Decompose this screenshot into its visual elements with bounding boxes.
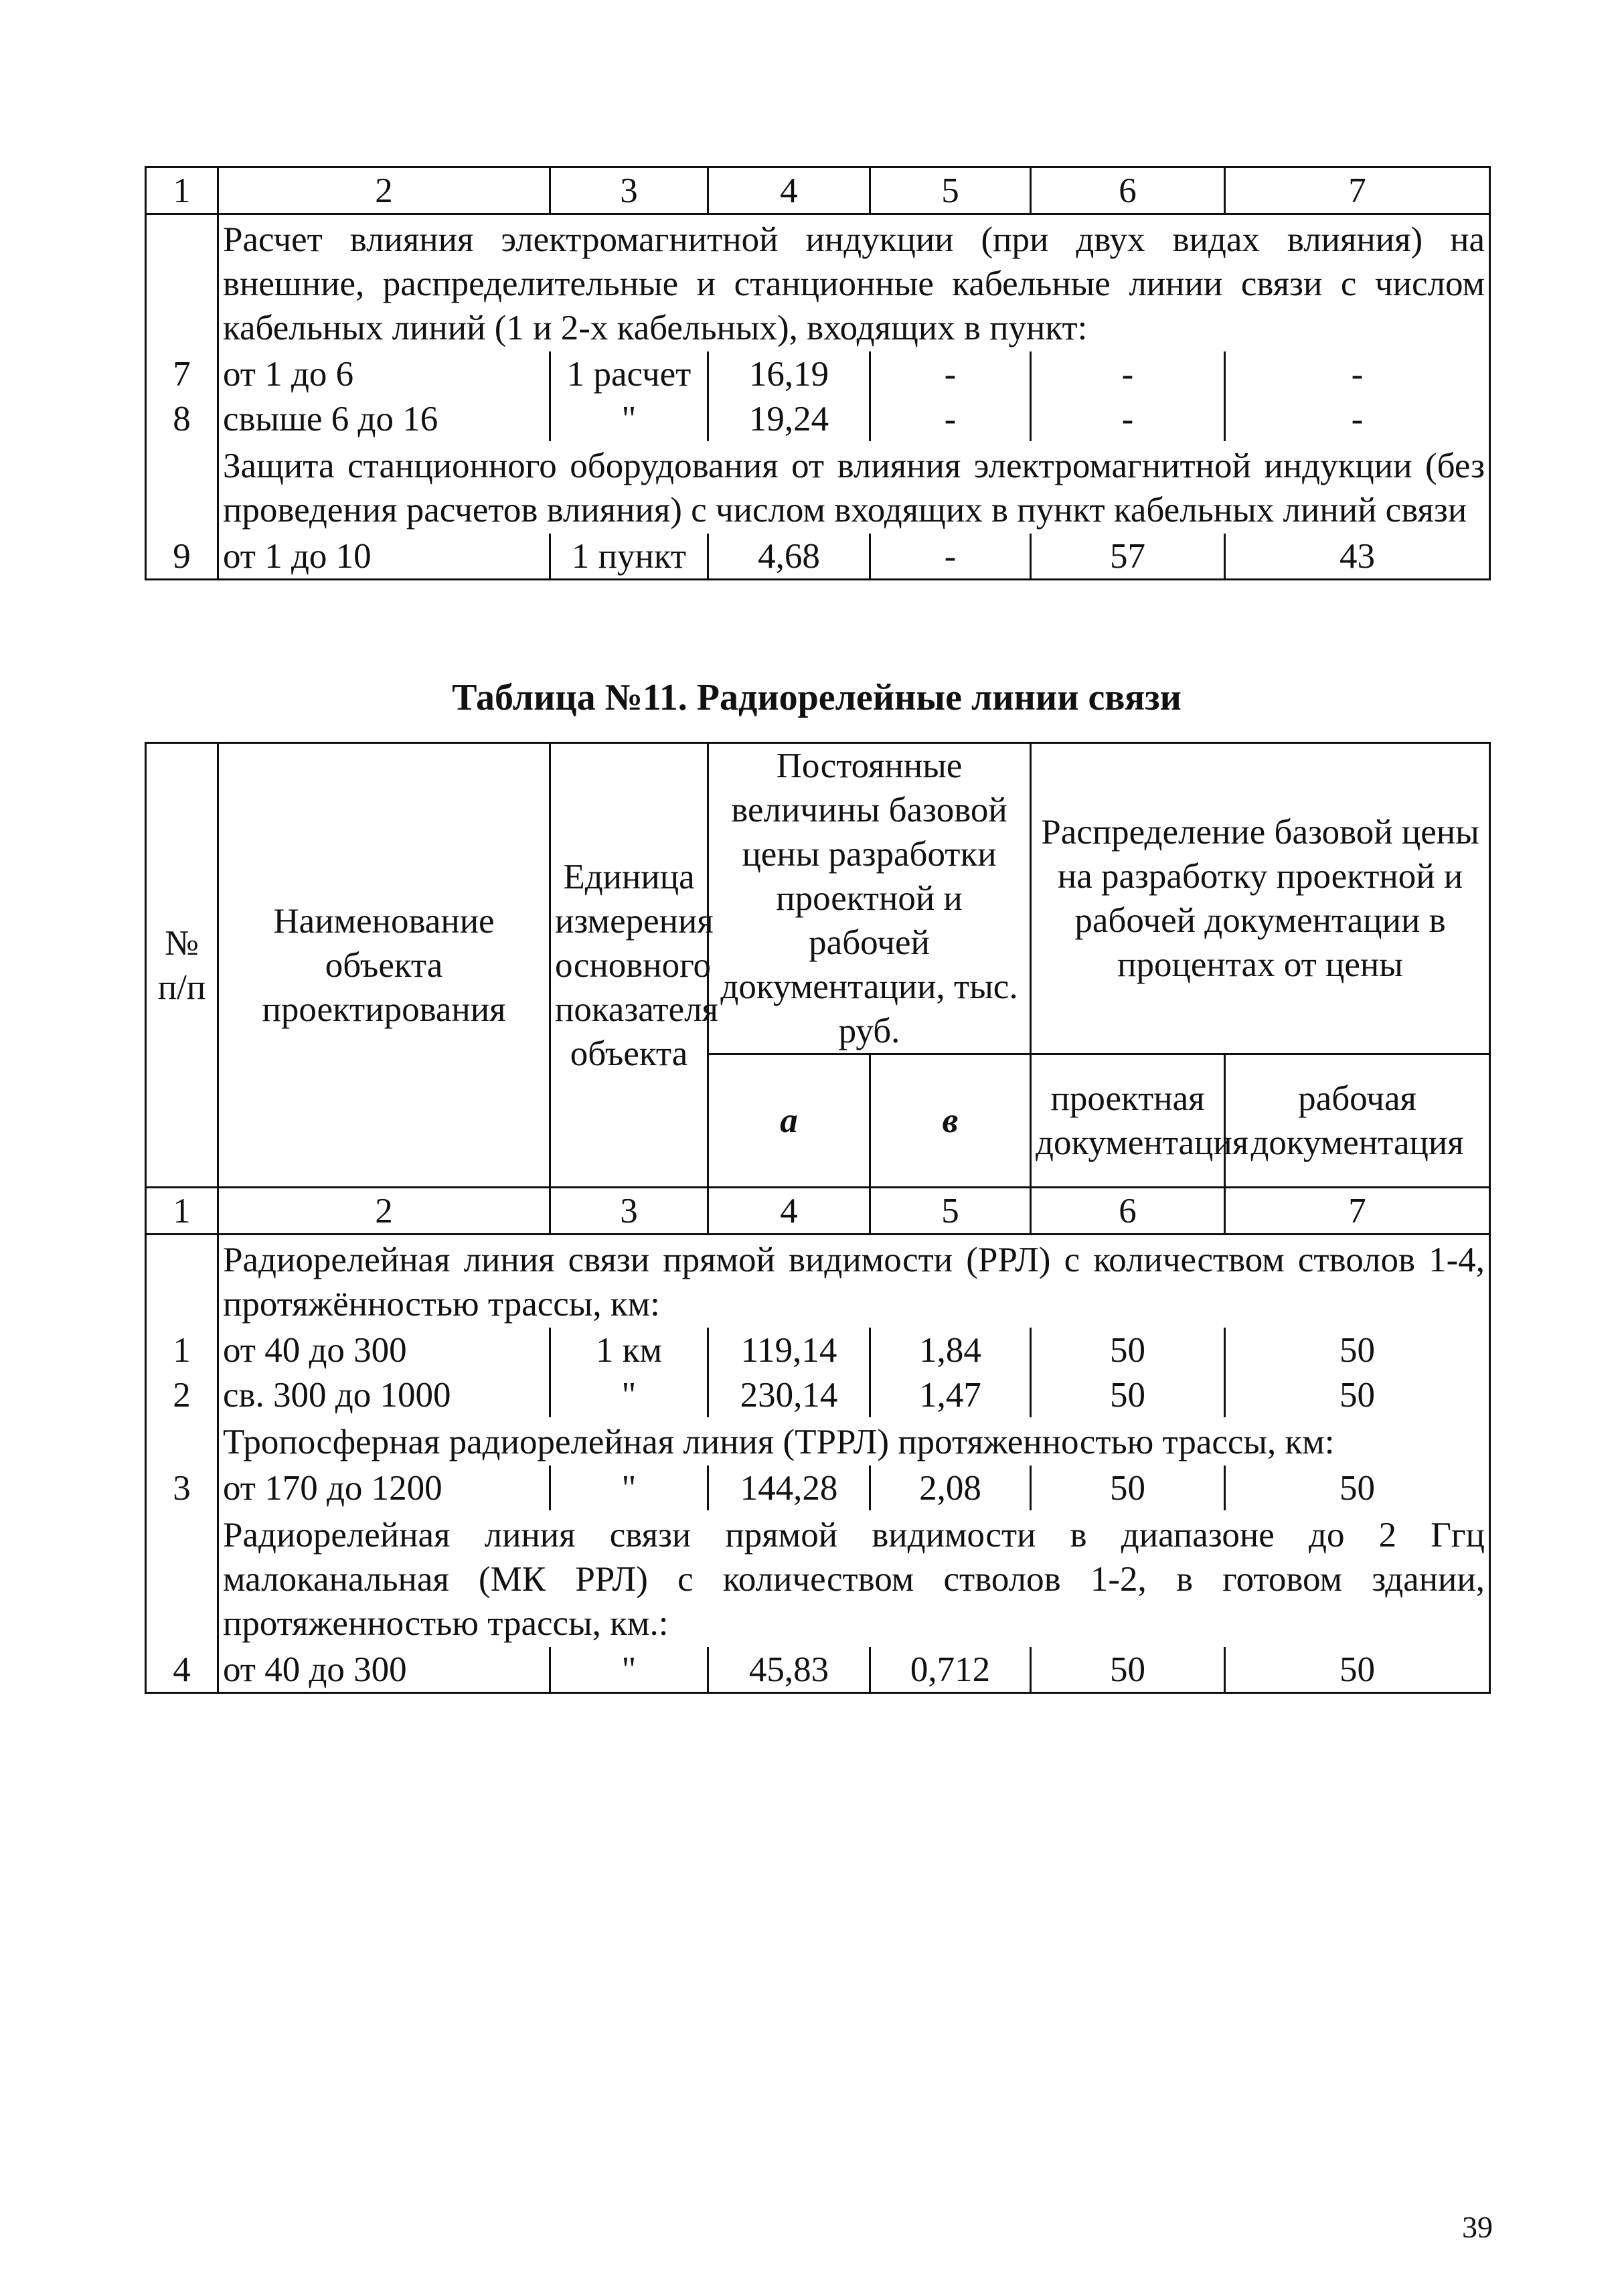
row-project-share: 50 <box>1031 1466 1225 1510</box>
row-work-share: 50 <box>1225 1328 1490 1372</box>
row-value-b: 0,712 <box>870 1647 1031 1693</box>
table-row <box>146 1328 1490 1372</box>
row-value-b: 1,47 <box>870 1372 1031 1417</box>
row-value-b: - <box>870 534 1031 580</box>
row-value-a: 16,19 <box>708 351 870 396</box>
col-number-1: 1 <box>146 167 218 214</box>
header-constant-values: Постоянные величины базовой цены разработки проектной и рабочей документации, тыс. руб. <box>708 743 1031 1054</box>
row-work-share: 50 <box>1225 1466 1490 1510</box>
row-unit: 1 пункт <box>550 534 708 580</box>
row-value-a: 45,83 <box>708 1647 870 1693</box>
row-project-share: - <box>1031 396 1225 441</box>
row-work-share: - <box>1225 396 1490 441</box>
row-unit: " <box>550 1466 708 1510</box>
section-heading: Тропосферная радиорелейная линия (ТРРЛ) протяженностью трассы, км: <box>218 1417 1490 1466</box>
row-value-a: 230,14 <box>708 1372 870 1417</box>
header-project-docs: проектная документация <box>1031 1054 1225 1188</box>
col-number-6: 6 <box>1031 1188 1225 1235</box>
row-value-a: 4,68 <box>708 534 870 580</box>
row-number: 7 <box>146 351 218 396</box>
row-project-share: 57 <box>1031 534 1225 580</box>
section-heading: Радиорелейная линия связи прямой видимости (РРЛ) с количеством стволов 1-4, протяжённостью трассы, км: <box>218 1235 1490 1328</box>
table-row <box>146 396 1490 441</box>
col-number-3: 3 <box>550 1188 708 1235</box>
col-number-4: 4 <box>708 1188 870 1235</box>
row-name: от 1 до 6 <box>218 351 550 396</box>
table-row <box>146 1466 1490 1510</box>
row-unit: 1 км <box>550 1328 708 1372</box>
row-number: 2 <box>146 1372 218 1417</box>
row-number: 4 <box>146 1647 218 1693</box>
row-project-share: 50 <box>1031 1328 1225 1372</box>
col-number-6: 6 <box>1031 167 1225 214</box>
row-project-share: 50 <box>1031 1372 1225 1417</box>
header-work-docs: рабочая документация <box>1225 1054 1490 1188</box>
row-unit: " <box>550 1372 708 1417</box>
row-name: от 1 до 10 <box>218 534 550 580</box>
row-unit: 1 расчет <box>550 351 708 396</box>
table-row <box>146 1647 1490 1693</box>
row-unit: " <box>550 396 708 441</box>
section-heading: Защита станционного оборудования от влияния электромагнитной индукции (без проведения расчетов влияния) с числом входящих в пункт кабельных линий связи <box>218 441 1490 534</box>
header-a: а <box>708 1054 870 1188</box>
row-value-a: 19,24 <box>708 396 870 441</box>
col-number-5: 5 <box>870 1188 1031 1235</box>
row-name: от 40 до 300 <box>218 1328 550 1372</box>
col-number-1: 1 <box>146 1188 218 1235</box>
row-number: 3 <box>146 1466 218 1510</box>
header-name: Наименование объекта проектирования <box>218 743 550 1188</box>
row-value-b: 1,84 <box>870 1328 1031 1372</box>
header-b: в <box>870 1054 1031 1188</box>
header-number: № п/п <box>146 743 218 1188</box>
row-value-a: 119,14 <box>708 1328 870 1372</box>
row-number: 9 <box>146 534 218 580</box>
col-number-5: 5 <box>870 167 1031 214</box>
row-work-share: 50 <box>1225 1647 1490 1693</box>
table-row <box>146 351 1490 396</box>
row-name: от 170 до 1200 <box>218 1466 550 1510</box>
row-number: 8 <box>146 396 218 441</box>
row-number: 1 <box>146 1328 218 1372</box>
page-number: 39 <box>1462 2210 1493 2244</box>
row-name: свыше 6 до 16 <box>218 396 550 441</box>
row-work-share: 43 <box>1225 534 1490 580</box>
section-heading: Радиорелейная линия связи прямой видимости в диапазоне до 2 Ггц малоканальная (МК РРЛ) с количеством стволов 1-2, в готовом здании, протяженностью трассы, км.: <box>218 1510 1490 1647</box>
row-work-share: 50 <box>1225 1372 1490 1417</box>
row-project-share: 50 <box>1031 1647 1225 1693</box>
table-10-continuation <box>145 166 1491 580</box>
row-value-a: 144,28 <box>708 1466 870 1510</box>
header-distribution: Распределение базовой цены на разработку проектной и рабочей документации в процентах от цены <box>1031 743 1490 1054</box>
header-unit: Единица измерения основного показателя объекта <box>550 743 708 1188</box>
table-11-caption: Таблица №11. Радиорелейные линии связи <box>452 677 1182 718</box>
row-name: от 40 до 300 <box>218 1647 550 1693</box>
table-11 <box>145 742 1491 1694</box>
col-number-2: 2 <box>218 1188 550 1235</box>
row-work-share: - <box>1225 351 1490 396</box>
row-project-share: - <box>1031 351 1225 396</box>
row-name: св. 300 до 1000 <box>218 1372 550 1417</box>
row-value-b: 2,08 <box>870 1466 1031 1510</box>
row-unit: " <box>550 1647 708 1693</box>
section-heading: Расчет влияния электромагнитной индукции (при двух видах влияния) на внешние, распределительные и станционные кабельные линии связи с числом кабельных линий (1 и 2-х кабельных), входящих в пункт: <box>218 214 1490 352</box>
table-row <box>146 534 1490 580</box>
col-number-4: 4 <box>708 167 870 214</box>
table-row <box>146 1372 1490 1417</box>
row-value-b: - <box>870 396 1031 441</box>
col-number-2: 2 <box>218 167 550 214</box>
row-value-b: - <box>870 351 1031 396</box>
col-number-3: 3 <box>550 167 708 214</box>
col-number-7: 7 <box>1225 167 1490 214</box>
col-number-7: 7 <box>1225 1188 1490 1235</box>
